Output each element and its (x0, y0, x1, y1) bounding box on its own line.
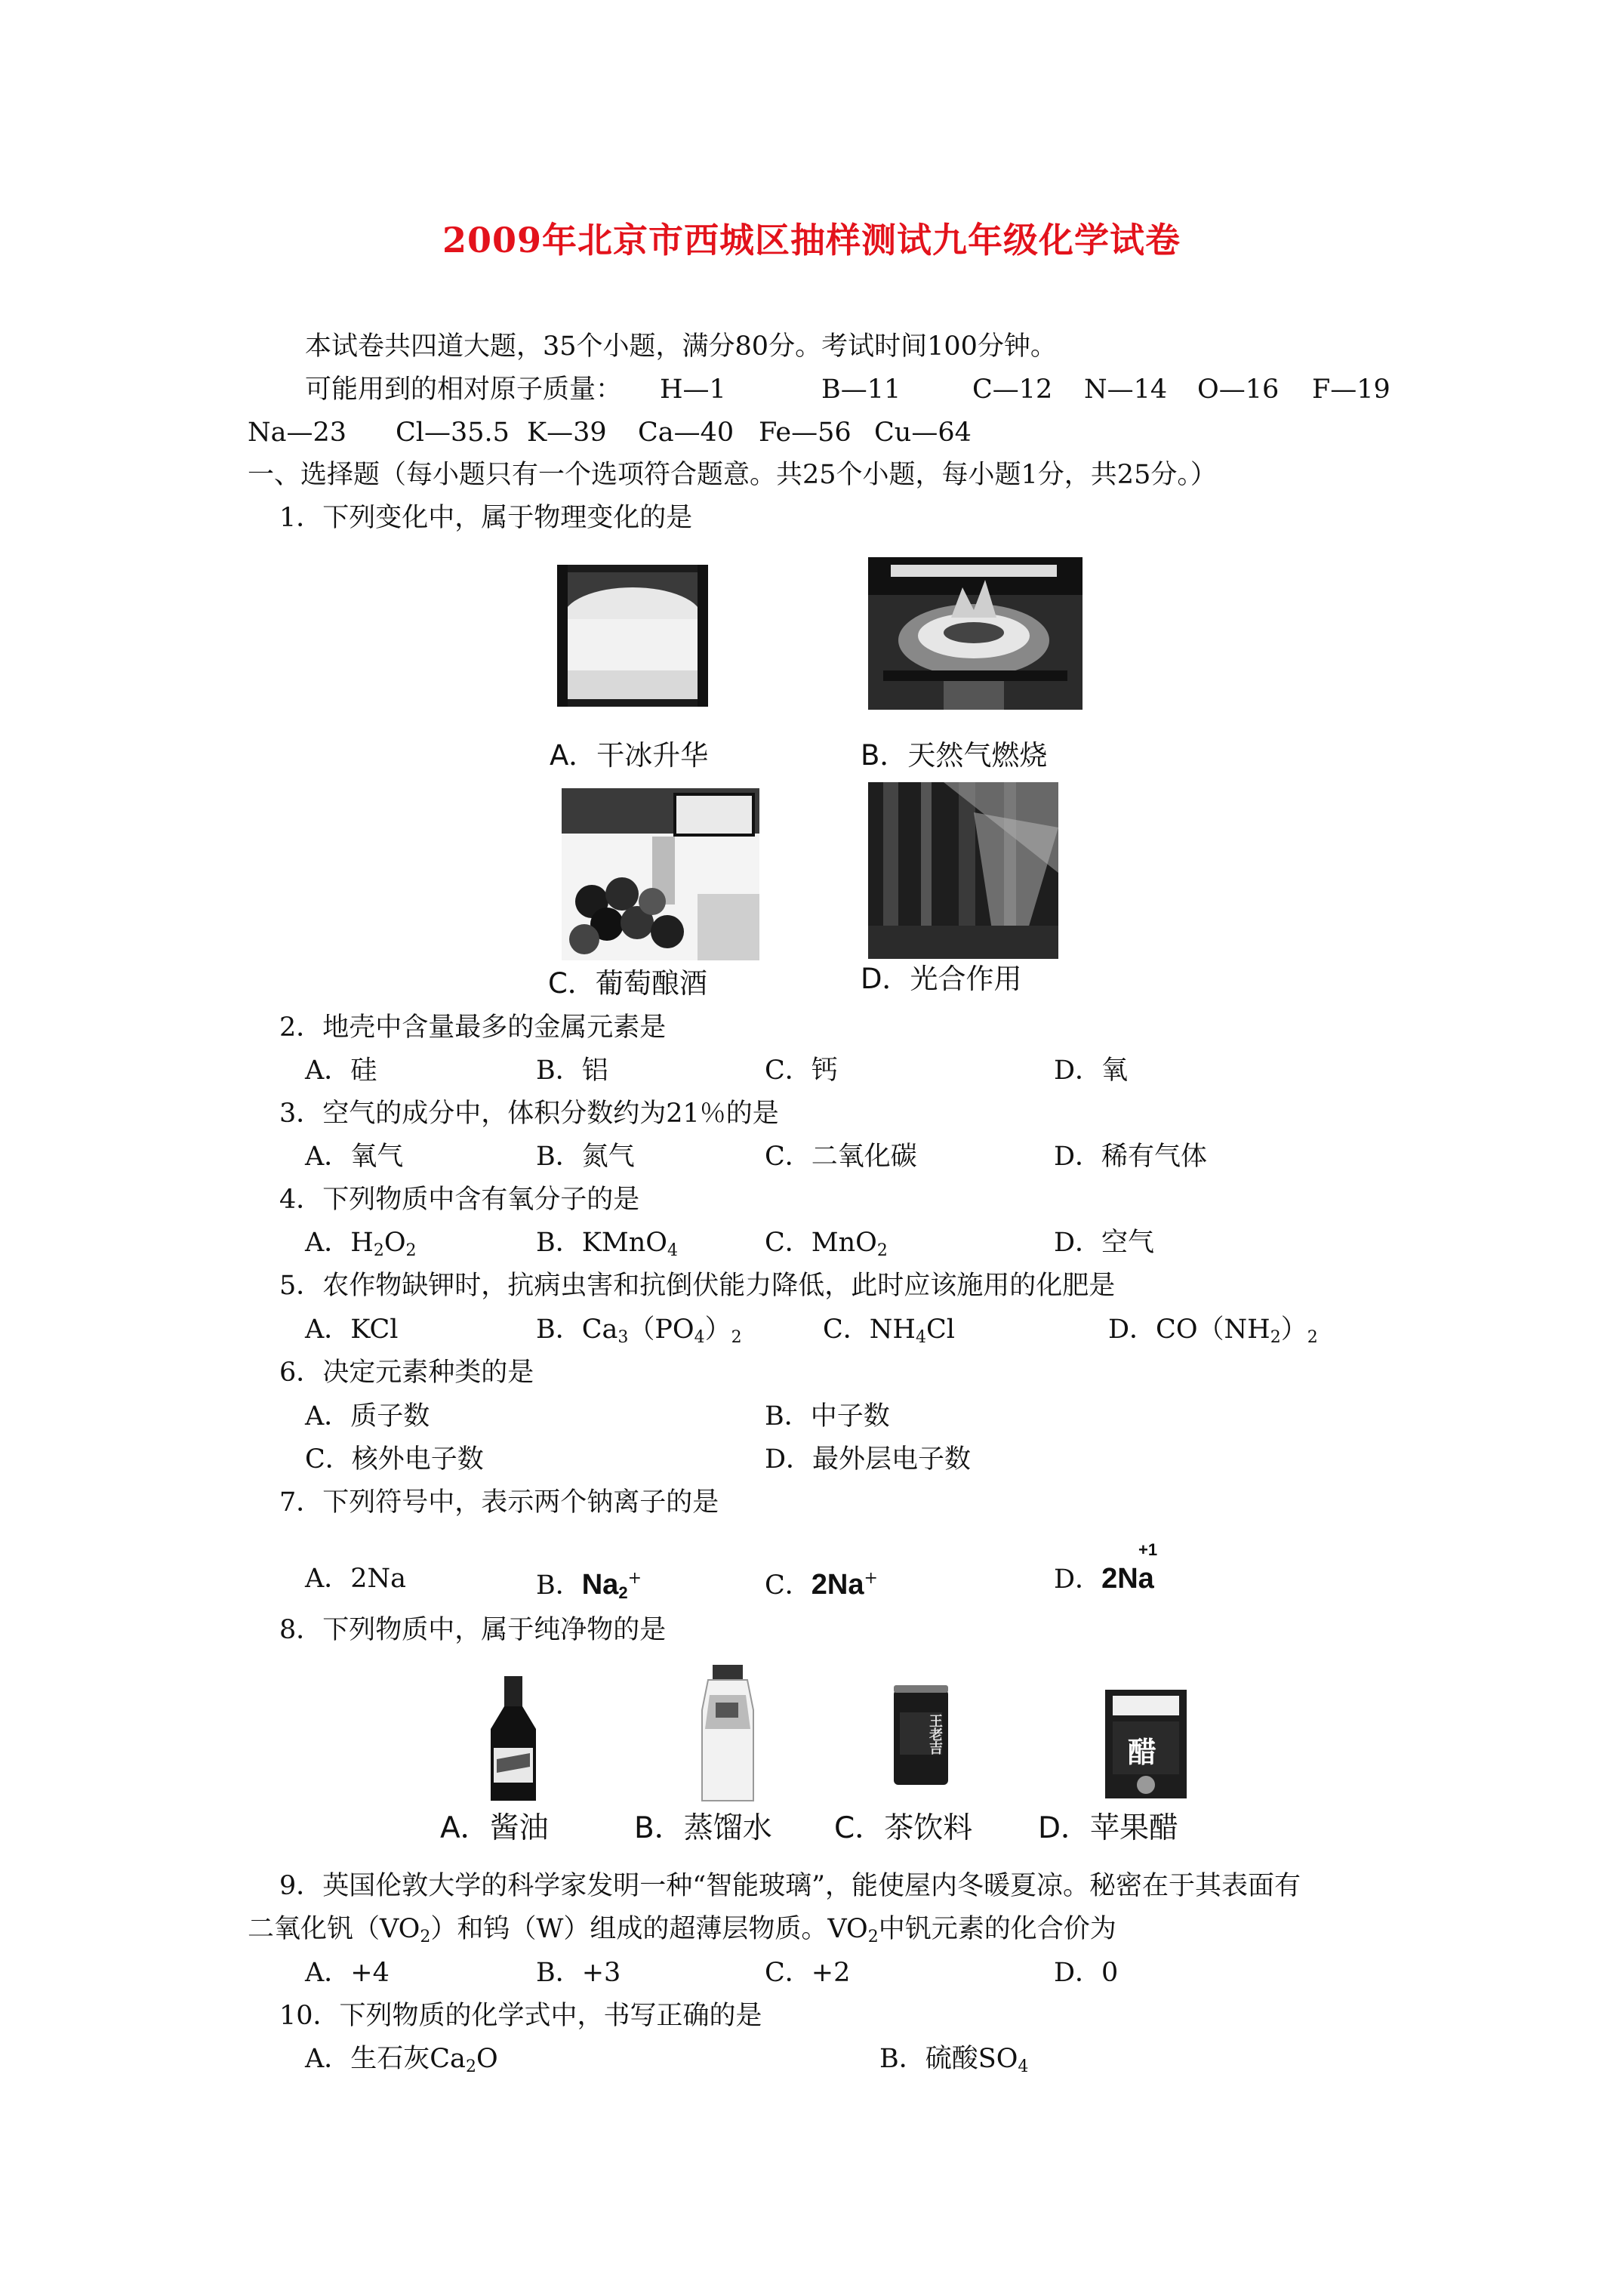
q10-b-sub: 4 (1018, 2057, 1029, 2076)
q5-b-text: B．Ca (536, 1314, 618, 1345)
atom-b: B—11 (821, 374, 901, 405)
atom-c: C—12 (972, 374, 1053, 405)
tea-can-label: 王老吉 (927, 1714, 943, 1755)
q7-d-valence: +1 (1138, 1540, 1158, 1559)
q5-b-sub3: 2 (731, 1328, 742, 1347)
q4-c-text: C．MnO (765, 1228, 877, 1258)
q9-sub-a: 2 (420, 1928, 431, 1946)
q9-option-a[interactable]: A．+4 (305, 1958, 390, 1988)
q4-a-sub2: 2 (405, 1241, 417, 1260)
q5-d-sub1: 2 (1270, 1328, 1281, 1347)
q3-option-d[interactable]: D．稀有气体 (1054, 1142, 1208, 1172)
atom-cu: Cu—64 (874, 418, 972, 448)
atom-na: Na—23 (248, 418, 347, 448)
q4-a-mid: O (383, 1228, 406, 1258)
question-4-stem: 4．下列物质中含有氧分子的是 (279, 1185, 640, 1215)
soy-sauce-bottle (483, 1676, 544, 1804)
q2-option-d[interactable]: D．氧 (1054, 1056, 1129, 1086)
grapes-wine-photo (562, 788, 759, 960)
q7-c-label: C． (765, 1570, 812, 1601)
q5-b-end: ） (704, 1314, 731, 1345)
q7-b-symbol: Na (581, 1569, 619, 1601)
q5-option-b[interactable] (536, 1314, 742, 1354)
atom-h: H—1 (660, 374, 726, 405)
q4-option-b[interactable] (536, 1227, 678, 1267)
q7-c-symbol: 2Na (811, 1569, 864, 1601)
q4-option-a[interactable] (305, 1227, 417, 1267)
q3-option-b[interactable]: B．氮气 (536, 1142, 635, 1172)
q7-b-sup: + (627, 1569, 642, 1588)
q7-option-a[interactable]: A．2Na (305, 1564, 407, 1594)
q7-b-label: B． (536, 1570, 582, 1601)
q5-b-sub1: 3 (617, 1328, 629, 1347)
atom-k: K—39 (527, 418, 607, 448)
q5-b-mid: （PO (628, 1314, 694, 1345)
atom-o: O—16 (1197, 374, 1280, 405)
q10-a-text: A．生石灰Ca (305, 2044, 466, 2074)
q1-caption-b: B．天然气燃烧 (861, 739, 1048, 772)
apple-vinegar-box (1104, 1688, 1188, 1800)
q8-caption-c: C．茶饮料 (834, 1811, 973, 1845)
question-1-stem: 1．下列变化中，属于物理变化的是 (279, 503, 693, 533)
q3-option-c[interactable]: C．二氧化碳 (765, 1142, 917, 1172)
q10-b-text: B．硫酸SO (879, 2044, 1018, 2074)
q7-c-sup: + (864, 1569, 878, 1588)
q10-option-b[interactable] (879, 2043, 1028, 2083)
q1-caption-a: A．干冰升华 (550, 739, 709, 772)
q8-caption-d: D．苹果醋 (1038, 1811, 1179, 1845)
q2-option-c[interactable]: C．钙 (765, 1056, 838, 1086)
q7-option-b[interactable] (536, 1563, 642, 1609)
q1-caption-d: D．光合作用 (861, 963, 1022, 995)
q4-b-text: B．KMnO (536, 1228, 667, 1258)
q7-d-symbol: 2Na (1101, 1563, 1154, 1595)
atom-ca: Ca—40 (638, 418, 735, 448)
tea-drink-can (891, 1685, 951, 1787)
q7-option-c[interactable] (765, 1563, 878, 1601)
page-title: 2009年北京市西城区抽样测试九年级化学试卷 (442, 220, 1181, 260)
intro-line: 本试卷共四道大题，35个小题，满分80分。考试时间100分钟。 (305, 331, 1057, 362)
q9-part-b: ）和钨（W）组成的超薄层物质。VO (430, 1914, 868, 1944)
q5-d-end: ） (1280, 1314, 1307, 1345)
q5-option-d[interactable] (1108, 1314, 1318, 1354)
atom-fe: Fe—56 (759, 418, 852, 448)
question-7-stem: 7．下列符号中，表示两个钠离子的是 (279, 1487, 719, 1518)
atomic-mass-label: 可能用到的相对原子质量： (305, 374, 623, 405)
q6-option-c[interactable]: C．核外电子数 (305, 1444, 484, 1475)
q8-caption-b: B．蒸馏水 (634, 1811, 772, 1845)
q10-a-end: O (476, 2044, 498, 2074)
q10-option-a[interactable] (305, 2043, 498, 2083)
q5-b-sub2: 4 (694, 1328, 705, 1347)
q5-c-end: Cl (925, 1314, 955, 1345)
q4-b-sub: 4 (667, 1241, 678, 1260)
q5-option-c[interactable] (823, 1314, 955, 1354)
q10-a-sub: 2 (465, 2057, 476, 2076)
question-9-stem-line1: 9．英国伦敦大学的科学家发明一种“智能玻璃”，能使屋内冬暖夏凉。秘密在于其表面有 (279, 1871, 1301, 1901)
atom-f: F—19 (1312, 374, 1390, 405)
q6-option-d[interactable]: D．最外层电子数 (765, 1444, 972, 1475)
q7-d-label: D． (1054, 1564, 1102, 1595)
q6-option-b[interactable]: B．中子数 (765, 1401, 890, 1432)
q9-sub-b: 2 (867, 1928, 879, 1946)
atom-n: N—14 (1084, 374, 1168, 405)
gas-burner-photo (868, 557, 1083, 710)
q3-option-a[interactable]: A．氧气 (305, 1142, 404, 1172)
forest-photo (868, 782, 1058, 959)
q5-c-text: C．NH (823, 1314, 916, 1345)
q4-a-sub1: 2 (373, 1241, 384, 1260)
question-5-stem: 5．农作物缺钾时，抗病虫害和抗倒伏能力降低，此时应该施用的化肥是 (279, 1271, 1116, 1301)
q9-part-c: 中钒元素的化合价为 (878, 1914, 1116, 1944)
q5-d-text: D．CO（NH (1108, 1314, 1270, 1345)
question-3-stem: 3．空气的成分中，体积分数约为21％的是 (279, 1099, 779, 1129)
question-2-stem: 2．地壳中含量最多的金属元素是 (279, 1012, 667, 1043)
q5-d-sub2: 2 (1307, 1328, 1318, 1347)
q2-option-a[interactable]: A．硅 (305, 1056, 377, 1086)
q4-option-d[interactable]: D．空气 (1054, 1228, 1155, 1258)
q2-option-b[interactable]: B．铝 (536, 1056, 608, 1086)
q9-option-d[interactable]: D．0 (1054, 1958, 1119, 1988)
question-10-stem: 10．下列物质的化学式中，书写正确的是 (279, 2001, 762, 2031)
q4-c-sub: 2 (876, 1241, 888, 1260)
dry-ice-photo (557, 565, 708, 707)
q7-option-d[interactable] (1054, 1563, 1154, 1595)
q8-caption-a: A．酱油 (440, 1811, 549, 1845)
q6-option-a[interactable]: A．质子数 (305, 1401, 430, 1432)
q5-option-a[interactable]: A．KCl (305, 1314, 399, 1345)
q4-option-c[interactable] (765, 1227, 888, 1267)
question-6-stem: 6．决定元素种类的是 (279, 1358, 534, 1388)
q9-option-c[interactable]: C．+2 (765, 1958, 851, 1988)
q9-option-b[interactable]: B．+3 (536, 1958, 621, 1988)
question-9-stem-line2 (248, 1913, 1116, 1953)
q1-caption-c: C．葡萄酿酒 (548, 967, 707, 1000)
question-8-stem: 8．下列物质中，属于纯净物的是 (279, 1615, 667, 1645)
q4-a-text: A．H (305, 1228, 374, 1258)
distilled-water-bottle (693, 1665, 762, 1804)
section-heading: 一、选择题（每小题只有一个选项符合题意。共25个小题，每小题1分，共25分。） (248, 460, 1217, 490)
q7-b-sub: 2 (618, 1583, 628, 1602)
atom-cl: Cl—35.5 (396, 418, 510, 448)
vinegar-box-label: 醋 (1128, 1736, 1157, 1769)
q9-part-a: 二氧化钒（VO (248, 1914, 420, 1944)
q5-c-sub: 4 (915, 1328, 926, 1347)
